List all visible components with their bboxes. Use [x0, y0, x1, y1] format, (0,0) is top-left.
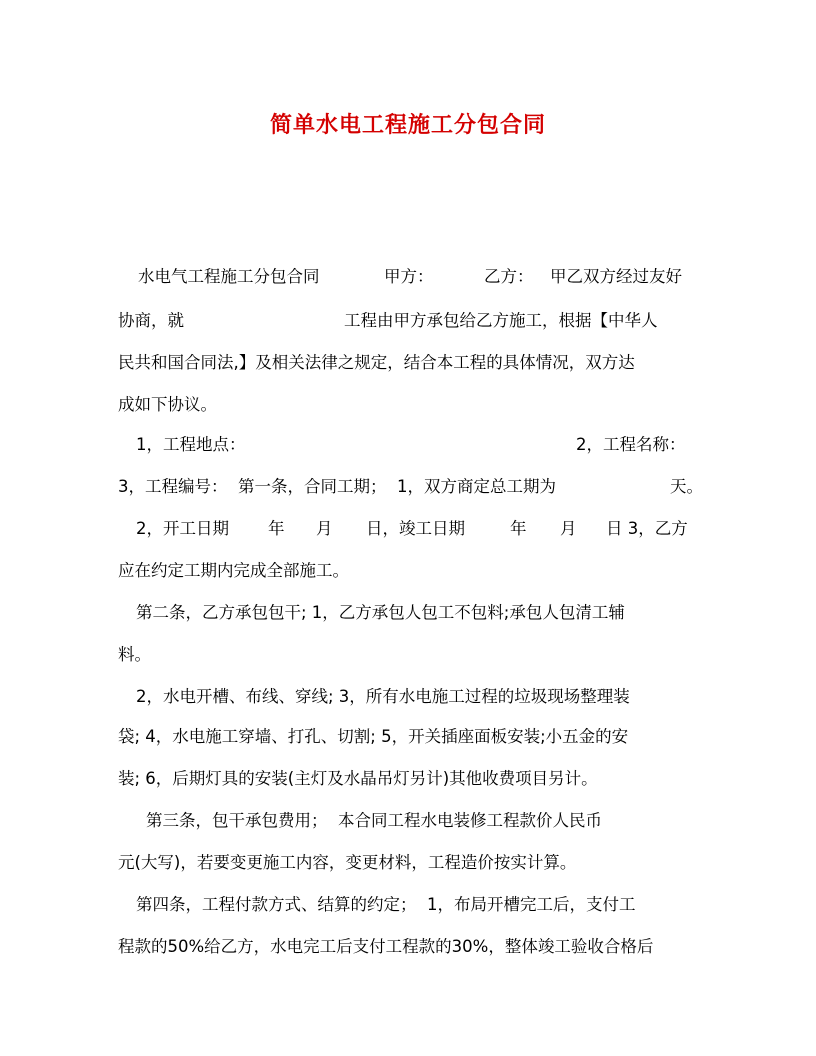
- text-line: [118, 558, 698, 584]
- text-segment: 第四条，工程付款方式、结算的约定； 1，布局开槽完工后，支付工: [136, 895, 636, 914]
- page-title: 简单水电工程施工分包合同: [269, 112, 546, 138]
- text-line: [118, 684, 698, 710]
- text-line: [118, 392, 698, 418]
- text-segment: 第二条，乙方承包包干; 1，乙方承包人包工不包料;承包人包清工辅: [136, 603, 625, 622]
- text-segment: 月: [316, 519, 333, 538]
- text-segment: 3，工程编号： 第一条，合同工期； 1，双方商定总工期为: [118, 477, 556, 496]
- text-line: [118, 432, 698, 458]
- text-segment: 工程由甲方承包给乙方施工，根据【中华人: [344, 311, 658, 330]
- text-line: [118, 724, 698, 750]
- text-segment: 成如下协议。: [118, 395, 217, 414]
- text-segment: 2，工程名称：: [576, 435, 686, 454]
- text-segment: 袋; 4，水电施工穿墙、打孔、切割; 5，开关插座面板安装;小五金的安: [118, 727, 629, 746]
- text-line: [118, 892, 698, 918]
- text-segment: 年: [268, 519, 285, 538]
- text-segment: 装; 6，后期灯具的安装(主灯及水晶吊灯另计)其他收费项目另计。: [118, 769, 598, 788]
- text-segment: 应在约定工期内完成全部施工。: [118, 561, 349, 580]
- text-segment: 甲方：: [384, 267, 434, 286]
- text-segment: 月: [560, 519, 577, 538]
- text-line: [118, 264, 698, 290]
- text-segment: 水电气工程施工分包合同: [138, 267, 320, 286]
- text-segment: 天。: [670, 477, 703, 496]
- text-segment: 第三条，包干承包费用； 本合同工程水电装修工程款价人民币: [146, 811, 602, 830]
- text-segment: 年: [510, 519, 527, 538]
- text-line: [118, 850, 698, 876]
- text-segment: 乙方：: [484, 267, 534, 286]
- text-segment: 1，工程地点：: [136, 435, 246, 454]
- text-line: [118, 350, 698, 376]
- text-segment: 料。: [118, 645, 151, 664]
- text-line: [118, 642, 698, 668]
- text-segment: 日 3，乙方: [606, 519, 688, 538]
- text-line: [118, 308, 698, 334]
- text-segment: 日，竣工日期: [366, 519, 465, 538]
- text-segment: 程款的50%给乙方，水电完工后支付工程款的30%，整体竣工验收合格后: [118, 937, 654, 956]
- text-segment: 元(大写)，若要变更施工内容，变更材料，工程造价按实计算。: [118, 853, 577, 872]
- text-segment: 2，水电开槽、布线、穿线; 3，所有水电施工过程的垃圾现场整理装: [136, 687, 630, 706]
- text-line: [118, 600, 698, 626]
- text-line: [118, 474, 703, 500]
- text-line: [118, 934, 698, 960]
- text-segment: 协商，就: [118, 311, 184, 330]
- text-line: [118, 766, 698, 792]
- text-line: [118, 808, 698, 834]
- text-segment: 2，开工日期: [136, 519, 229, 538]
- text-segment: 甲乙双方经过友好: [550, 267, 682, 286]
- text-segment: 民共和国合同法,】及相关法律之规定，结合本工程的具体情况，双方达: [118, 353, 635, 372]
- text-line: [118, 516, 698, 542]
